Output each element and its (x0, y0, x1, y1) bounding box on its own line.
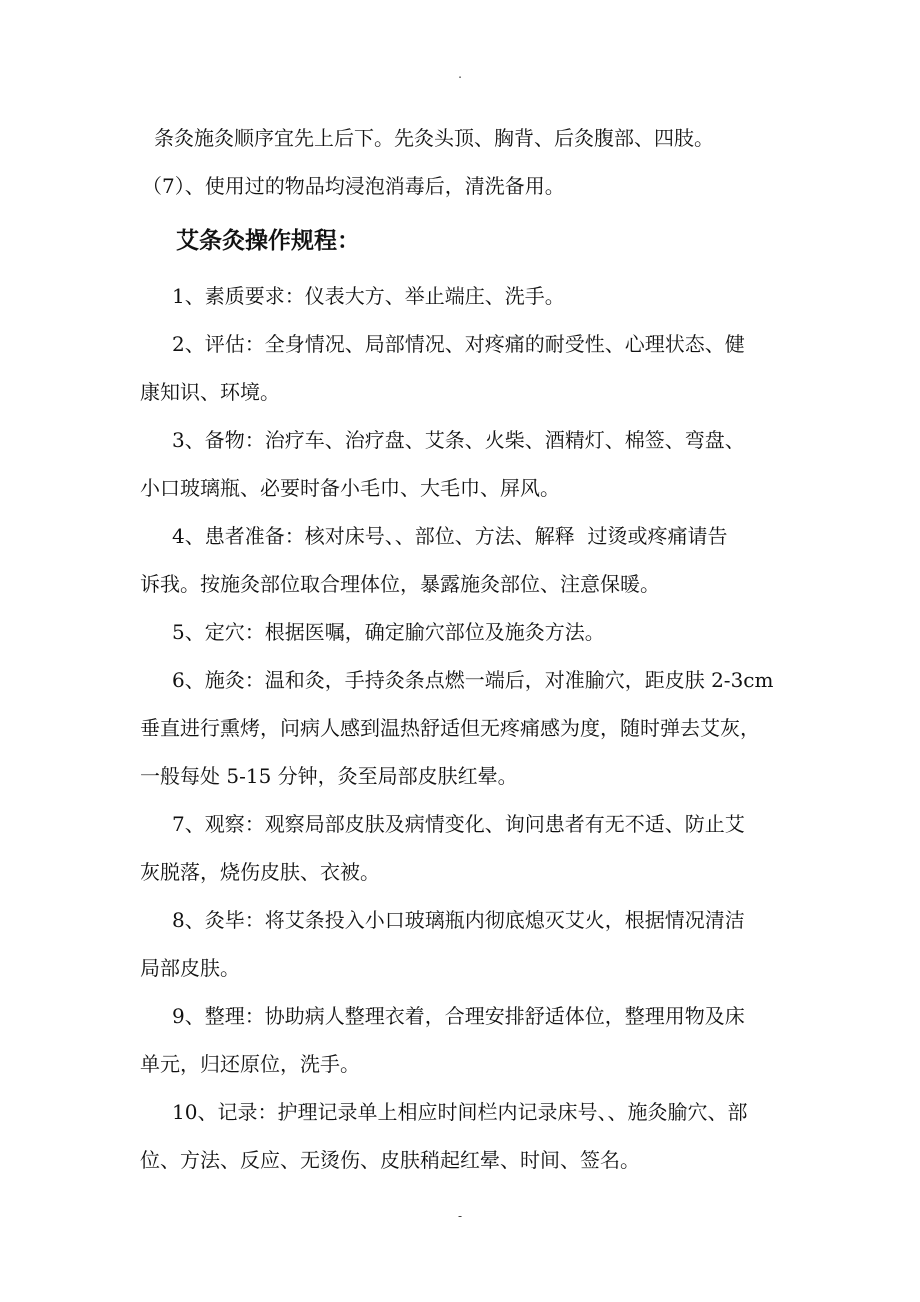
step-8-line-1: 8、灸毕：将艾条投入小口玻璃瓶内彻底熄灭艾火，根据情况清洁 (172, 908, 745, 932)
step-10-line-2: 位、方法、反应、无烫伤、皮肤稍起红晕、时间、签名。 (140, 1148, 640, 1172)
step-5-line-1: 5、定穴：根据医嘱，确定腧穴部位及施灸方法。 (172, 620, 605, 644)
paragraph-item-7: （7）、使用过的物品均浸泡消毒后，清洗备用。 (142, 174, 565, 198)
step-10-line-1: 10、记录：护理记录单上相应时间栏内记录床号、、施灸腧穴、部 (172, 1100, 748, 1124)
document-body (140, 114, 782, 1184)
step-4 (140, 512, 782, 608)
step-8 (140, 896, 782, 992)
step-10 (140, 1088, 782, 1184)
section-title: 艾条灸操作规程： (176, 228, 360, 254)
step-7-line-1: 7、观察：观察局部皮肤及病情变化、询问患者有无不适、防止艾 (172, 812, 745, 836)
step-4-line-2: 诉我。按施灸部位取合理体位，暴露施灸部位、注意保暖。 (140, 572, 660, 596)
step-8-line-2: 局部皮肤。 (140, 956, 240, 980)
paragraph-continuation: 条灸施灸顺序宜先上后下。先灸头顶、胸背、后灸腹部、四肢。 (154, 126, 714, 150)
step-3-line-1: 3、备物：治疗车、治疗盘、艾条、火柴、酒精灯、棉签、弯盘、 (172, 428, 745, 452)
step-6 (140, 656, 782, 800)
step-6-line-1: 6、施灸：温和灸，手持灸条点燃一端后，对准腧穴，距皮肤 2-3cm (172, 668, 774, 692)
step-3-line-2: 小口玻璃瓶、必要时备小毛巾、大毛巾、屏风。 (140, 476, 560, 500)
step-2 (140, 320, 782, 416)
step-1 (140, 272, 782, 320)
step-9 (140, 992, 782, 1088)
step-1-line-1: 1、素质要求：仪表大方、举止端庄、洗手。 (172, 284, 565, 308)
step-7-line-2: 灰脱落，烧伤皮肤、衣被。 (140, 860, 380, 884)
step-3 (140, 416, 782, 512)
step-4-line-1: 4、患者准备：核对床号、、部位、方法、解释 过烫或疼痛请告 (172, 524, 728, 548)
page-footer-mark: - (457, 1209, 463, 1223)
step-9-line-2: 单元，归还原位，洗手。 (140, 1052, 360, 1076)
step-7 (140, 800, 782, 896)
step-2-line-1: 2、评估：全身情况、局部情况、对疼痛的耐受性、心理状态、健 (172, 332, 745, 356)
step-9-line-1: 9、整理：协助病人整理衣着，合理安排舒适体位，整理用物及床 (172, 1004, 745, 1028)
step-6-line-3: 一般每处 5-15 分钟，灸至局部皮肤红晕。 (140, 764, 518, 788)
step-2-line-2: 康知识、环境。 (140, 380, 280, 404)
step-5 (140, 608, 782, 656)
step-6-line-2: 垂直进行熏烤，问病人感到温热舒适但无疼痛感为度，随时弹去艾灰， (140, 716, 760, 740)
page-header-mark: . (458, 67, 462, 81)
